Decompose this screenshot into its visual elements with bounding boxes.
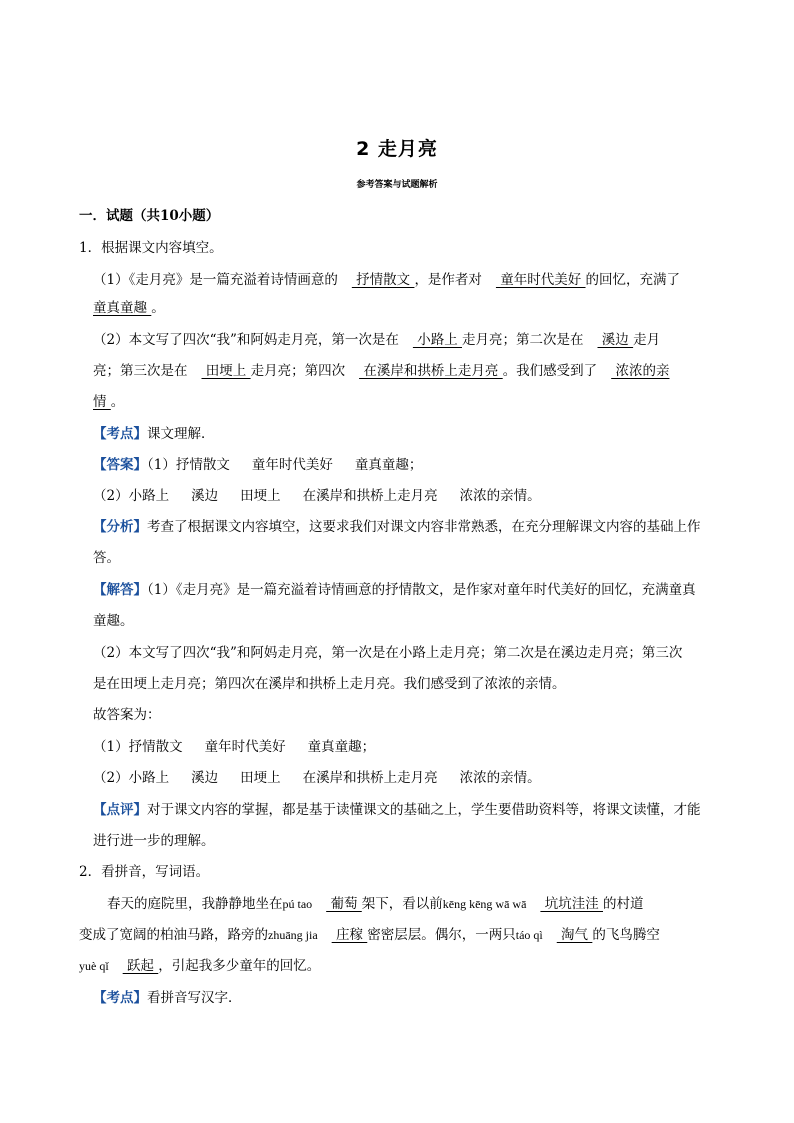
- answer-blank: 淘气: [556, 927, 593, 943]
- dianping-text: 对于课文内容的掌握，都是基于读懂课文的基础之上，学生要借助资料等，将课文读懂，才能: [147, 802, 701, 818]
- text: 春天的庭院里，我静静地坐在: [107, 896, 283, 912]
- text: 。: [151, 300, 165, 316]
- answer-blank: 溪边: [597, 332, 634, 348]
- q2-line2: [79, 925, 660, 945]
- page-subtitle: 参考答案与试题解析: [356, 180, 438, 190]
- kaodian-text: 看拼音写汉字．: [147, 990, 242, 1006]
- answer-blank: 庄稼: [331, 927, 368, 943]
- q1-kaodian: [93, 424, 215, 444]
- q1-jieda-line2: 童趣。: [93, 613, 134, 629]
- answer-item: （1）抒情散文: [147, 457, 230, 473]
- text: 。: [110, 394, 125, 410]
- daan-tag: 【答案】: [93, 457, 147, 473]
- text: 架下，看以前: [361, 896, 443, 912]
- text: 亮；第三次是在: [93, 363, 188, 379]
- text: 走月亮；第四次: [250, 363, 346, 379]
- text: ，是作者对: [414, 272, 482, 288]
- text: ，引起我多少童年的回忆。: [158, 958, 321, 974]
- text: 。我们感受到了: [502, 363, 598, 379]
- answer-item: （1）抒情散文: [93, 739, 183, 755]
- q1-jieda: [93, 580, 696, 600]
- q2-kaodian: [93, 988, 242, 1008]
- jieda-text: （1）《走月亮》是一篇充溢着诗情画意的抒情散文，是作家对童年时代美好的回忆，充满童真: [147, 582, 696, 598]
- answer-item: 田埂上: [240, 488, 281, 504]
- q1-part2-line3: [93, 392, 124, 412]
- answer-item: 童年时代美好: [251, 457, 333, 473]
- answer-blank: 跃起: [122, 958, 159, 974]
- q2-stem: 2．看拼音，写词语。: [79, 864, 210, 880]
- answer-blank: 童年时代美好: [495, 272, 586, 288]
- q1-part2-line2: [93, 361, 669, 381]
- dianping-tag: 【点评】: [93, 802, 147, 818]
- answer-item: 在溪岸和拱桥上走月亮: [302, 488, 438, 504]
- q1-stem: 1．根据课文内容填空。: [79, 240, 223, 256]
- answer-blank: 小路上: [412, 332, 462, 348]
- answer-blank: 在溪岸和拱桥上走月亮: [359, 363, 503, 379]
- answer-item: 溪边: [191, 770, 219, 786]
- q1-jieda-line4: 是在田埂上走月亮；第四次在溪岸和拱桥上走月亮。我们感受到了浓浓的亲情。: [93, 676, 566, 692]
- text: 变成了宽阔的柏油马路，路旁的: [79, 927, 268, 943]
- answer-item: 童年时代美好: [204, 739, 286, 755]
- answer-blank: 浓浓的亲: [611, 363, 670, 379]
- text: 的回忆，充满了: [585, 272, 681, 288]
- answer-item: 在溪岸和拱桥上走月亮: [302, 770, 438, 786]
- answer-item: 童真童趣；: [307, 739, 376, 755]
- text: 走月: [633, 332, 661, 348]
- answer-item: 童真童趣；: [354, 457, 423, 473]
- answer-blank: 童真童趣: [93, 300, 152, 316]
- pinyin: kēng kēng wā wā: [442, 897, 527, 911]
- kaodian-tag: 【考点】: [93, 990, 147, 1006]
- q2-line3: [79, 956, 320, 976]
- text: 的村道: [603, 896, 644, 912]
- pinyin: zhuāng jia: [268, 928, 318, 942]
- answer-blank: 情: [93, 394, 111, 410]
- text: 的飞鸟腾空: [592, 927, 660, 943]
- q1-daan-line1: [93, 455, 422, 475]
- kaodian-tag: 【考点】: [93, 426, 147, 442]
- text: （1）《走月亮》是一篇充溢着诗情画意的: [93, 272, 338, 288]
- q1-part1-line2: [93, 298, 165, 318]
- answer-item: 田埂上: [240, 770, 281, 786]
- answer-blank: 坑坑洼洼: [540, 896, 603, 912]
- q1-fenxi-cont: 答。: [93, 550, 120, 566]
- q1-fenxi: [93, 517, 701, 537]
- q1-part2-line1: [93, 330, 660, 350]
- answer-item: 浓浓的亲情。: [459, 488, 541, 504]
- pinyin: yuè qǐ: [79, 959, 109, 973]
- page-title: 2 走月亮: [356, 138, 438, 160]
- section-heading: 一．试题（共10小题）: [79, 208, 220, 224]
- answer-blank: 田埂上: [201, 363, 251, 379]
- fenxi-text: 考查了根据课文内容填空，这要求我们对课文内容非常熟悉，在充分理解课文内容的基础上作: [147, 519, 701, 535]
- q1-daan-line2: [93, 486, 541, 506]
- answer-item: （2）小路上: [93, 770, 170, 786]
- q1-jieda-line5: 故答案为：: [93, 707, 161, 723]
- q1-ans-line1: [93, 737, 375, 757]
- q1-part1-line1: [93, 270, 680, 290]
- q1-ans-line2: [93, 768, 541, 788]
- jieda-tag: 【解答】: [93, 582, 147, 598]
- text: 走月亮；第二次是在: [462, 332, 584, 348]
- fenxi-tag: 【分析】: [93, 519, 147, 535]
- q2-line1: [107, 894, 644, 914]
- q1-dianping: [93, 800, 701, 820]
- answer-blank: 抒情散文: [351, 272, 415, 288]
- q1-jieda-line3: （2）本文写了四次“我”和阿妈走月亮，第一次是在小路上走月亮；第二次是在溪边走月亮；第三次: [93, 645, 683, 661]
- text: （2）本文写了四次“我”和阿妈走月亮，第一次是在: [93, 332, 399, 348]
- text: 密密层层。偶尔，一两只: [367, 927, 516, 943]
- answer-item: 溪边: [191, 488, 219, 504]
- answer-blank: 葡萄: [326, 896, 362, 912]
- pinyin: pú tao: [282, 897, 313, 911]
- kaodian-text: 课文理解．: [147, 426, 215, 442]
- answer-item: （2）小路上: [93, 488, 170, 504]
- q1-dianping-cont: 进行进一步的理解。: [93, 833, 215, 849]
- pinyin: táo qì: [515, 928, 543, 942]
- answer-item: 浓浓的亲情。: [459, 770, 541, 786]
